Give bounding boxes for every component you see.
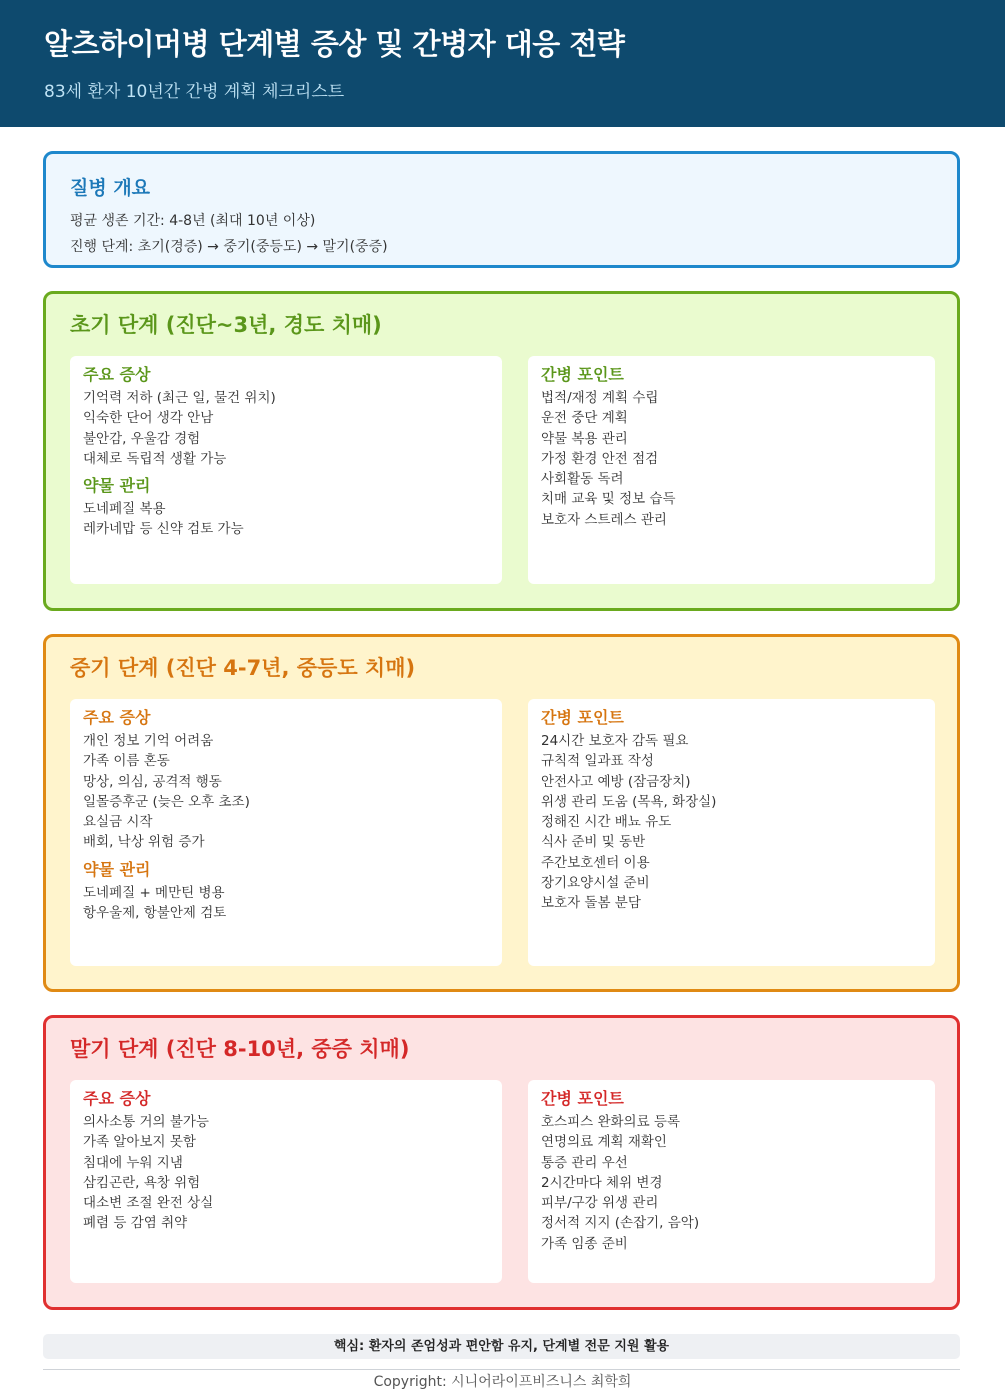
list-item: 가족 알아보지 못함 xyxy=(83,1134,196,1151)
care-heading: 간병 포인트 xyxy=(541,365,624,384)
care-list xyxy=(541,388,927,530)
list-item: 약물 복용 관리 xyxy=(541,430,628,447)
stage-middle-title: 중기 단계 (진단 4-7년, 중등도 치매) xyxy=(70,656,416,680)
medication-heading: 약물 관리 xyxy=(83,859,151,879)
overview-progression: 진행 단계: 초기(경증) → 중기(중등도) → 말기(중증) xyxy=(70,239,388,255)
list-item: 주간보호센터 이용 xyxy=(541,854,650,871)
list-item: 대체로 독립적 생활 가능 xyxy=(83,450,227,467)
stage-late-section xyxy=(43,1015,960,1310)
list-item: 배회, 낙상 위험 증가 xyxy=(83,834,205,851)
list-item: 도네페질 복용 xyxy=(83,501,166,518)
list-item: 안전사고 예방 (잠금장치) xyxy=(541,773,691,790)
list-item: 법적/재정 계획 수립 xyxy=(541,390,659,406)
list-item: 연명의료 계획 재확인 xyxy=(541,1134,667,1151)
stage-early-section xyxy=(43,291,960,611)
list-item: 통증 관리 우선 xyxy=(541,1154,628,1171)
care-heading: 간병 포인트 xyxy=(541,708,624,727)
stage-early-title: 초기 단계 (진단~3년, 경도 치매) xyxy=(70,313,382,337)
stage-middle-symptoms-panel xyxy=(70,699,502,966)
overview-section xyxy=(43,151,960,268)
list-item: 기억력 저하 (최근 일, 물건 위치) xyxy=(83,390,276,406)
stage-early-care-panel xyxy=(528,356,935,584)
medication-list xyxy=(83,883,494,924)
list-item: 익숙한 단어 생각 안남 xyxy=(83,410,214,427)
list-item: 레카네맙 등 신약 검토 가능 xyxy=(83,521,244,538)
list-item: 대소변 조절 완전 상실 xyxy=(83,1195,214,1212)
list-item: 일몰증후군 (늦은 오후 초조) xyxy=(83,793,250,810)
list-item: 불안감, 우울감 경험 xyxy=(83,430,201,447)
stage-late-title: 말기 단계 (진단 8-10년, 중증 치매) xyxy=(70,1037,410,1061)
list-item: 보호자 스트레스 관리 xyxy=(541,511,667,528)
list-item: 운전 중단 계획 xyxy=(541,410,628,427)
page-subtitle: 83세 환자 10년간 간병 계획 체크리스트 xyxy=(44,82,345,102)
list-item: 망상, 의심, 공격적 행동 xyxy=(83,773,222,790)
list-item: 도네페질 + 메만틴 병용 xyxy=(83,884,225,901)
list-item: 항우울제, 항불안제 검토 xyxy=(83,905,227,922)
list-item: 2시간마다 체위 변경 xyxy=(541,1174,663,1191)
stage-late-symptoms-panel xyxy=(70,1080,502,1283)
list-item: 가족 이름 혼동 xyxy=(83,753,170,770)
list-item: 의사소통 거의 불가능 xyxy=(83,1114,209,1130)
list-item: 사회활동 독려 xyxy=(541,471,624,488)
list-item: 가족 임종 준비 xyxy=(541,1235,628,1252)
list-item: 침대에 누워 지냄 xyxy=(83,1154,183,1171)
list-item: 장기요양시설 준비 xyxy=(541,875,650,892)
list-item: 정해진 시간 배뇨 유도 xyxy=(541,814,672,831)
list-item: 식사 준비 및 동반 xyxy=(541,834,646,851)
medication-heading: 약물 관리 xyxy=(83,476,151,496)
list-item: 치매 교육 및 정보 습득 xyxy=(541,491,676,508)
list-item: 폐렴 등 감염 취약 xyxy=(83,1215,188,1232)
list-item: 24시간 보호자 감독 필요 xyxy=(541,733,689,749)
list-item: 규칙적 일과표 작성 xyxy=(541,753,654,770)
care-list xyxy=(541,731,927,914)
stage-late-care-panel xyxy=(528,1080,935,1283)
medication-list xyxy=(83,499,494,540)
symptoms-heading: 주요 증상 xyxy=(83,365,151,384)
key-message: 핵심: 환자의 존엄성과 편안함 유지, 단계별 전문 지원 활용 xyxy=(43,1334,960,1359)
symptoms-list xyxy=(83,731,494,853)
overview-heading: 질병 개요 xyxy=(70,177,151,199)
list-item: 요실금 시작 xyxy=(83,814,153,831)
list-item: 정서적 지지 (손잡기, 음악) xyxy=(541,1215,700,1232)
page-header xyxy=(0,0,1005,127)
stage-middle-care-panel xyxy=(528,699,935,966)
list-item: 삼킴곤란, 욕창 위험 xyxy=(83,1174,201,1191)
symptoms-heading: 주요 증상 xyxy=(83,1089,151,1108)
list-item: 피부/구강 위생 관리 xyxy=(541,1195,659,1212)
page-title: 알츠하이머병 단계별 증상 및 간병자 대응 전략 xyxy=(44,27,625,61)
symptoms-list xyxy=(83,1112,494,1234)
list-item: 보호자 돌봄 분담 xyxy=(541,895,641,912)
symptoms-list xyxy=(83,388,494,469)
overview-survival: 평균 생존 기간: 4-8년 (최대 10년 이상) xyxy=(70,213,316,229)
list-item: 가정 환경 안전 점검 xyxy=(541,450,659,467)
footer-divider xyxy=(43,1369,960,1370)
stage-early-symptoms-panel xyxy=(70,356,502,584)
symptoms-heading: 주요 증상 xyxy=(83,708,151,727)
list-item: 개인 정보 기억 어려움 xyxy=(83,733,214,749)
list-item: 위생 관리 도움 (목욕, 화장실) xyxy=(541,793,717,810)
list-item: 호스피스 완화의료 등록 xyxy=(541,1114,680,1130)
stage-middle-section xyxy=(43,634,960,992)
copyright-text: Copyright: 시니어라이프비즈니스 최학희 xyxy=(373,1374,632,1390)
care-heading: 간병 포인트 xyxy=(541,1089,624,1108)
care-list xyxy=(541,1112,927,1254)
